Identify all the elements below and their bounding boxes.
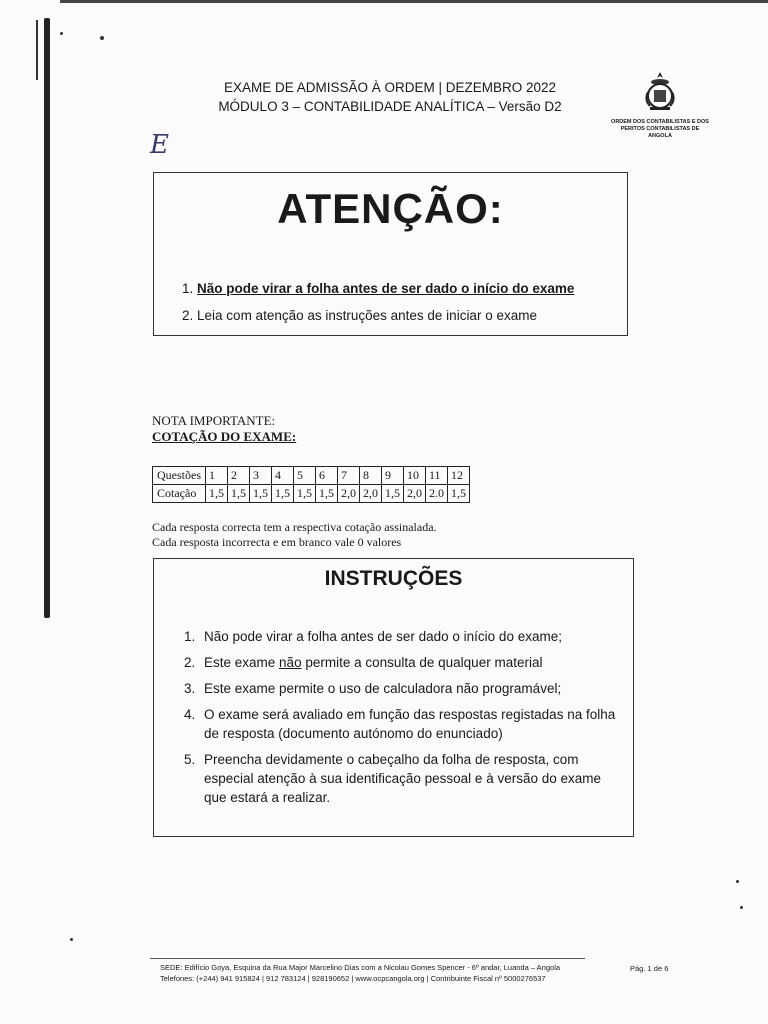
instructions-title: INSTRUÇÕES	[324, 567, 463, 590]
instruction-text	[204, 653, 616, 672]
instruction-number: 3.	[184, 681, 196, 696]
organization-logo	[610, 70, 710, 140]
table-cell: 1,5	[228, 485, 250, 503]
instruction-item	[184, 679, 616, 698]
table-cell: 1,5	[272, 485, 294, 503]
attention-item	[182, 275, 574, 302]
attention-item-number: 1.	[182, 281, 194, 296]
scoring-notes	[152, 520, 437, 550]
attention-item-text: Leia com atenção as instruções antes de iniciar o exame	[197, 308, 537, 323]
attention-title: ATENÇÃO:	[277, 185, 504, 232]
table-cell: 11	[426, 467, 448, 485]
instruction-text-part: Este exame	[204, 655, 280, 670]
table-cell: 2,0	[338, 485, 360, 503]
table-cell: 2,0	[404, 485, 426, 503]
scan-top-edge	[60, 0, 768, 3]
scan-dot	[60, 32, 63, 35]
attention-item-number: 2.	[182, 308, 194, 323]
footer	[160, 962, 560, 984]
table-cell: 1,5	[448, 485, 470, 503]
scan-dot	[736, 880, 739, 883]
table-cell: 1,5	[250, 485, 272, 503]
attention-list	[182, 275, 574, 329]
attention-box	[153, 172, 628, 336]
table-cell: 12	[448, 467, 470, 485]
handwritten-mark: E	[150, 130, 169, 160]
scoring-note: Cada resposta correcta tem a respectiva cotação assinalada.	[152, 520, 437, 534]
table-cell: 1	[206, 467, 228, 485]
table-cell: 2.0	[426, 485, 448, 503]
exam-header	[200, 78, 580, 116]
important-note	[152, 413, 296, 445]
table-cell: 9	[382, 467, 404, 485]
scan-dot	[740, 906, 743, 909]
instruction-item	[184, 653, 616, 672]
instruction-number: 2.	[184, 655, 196, 670]
instruction-number: 4.	[184, 707, 196, 722]
scan-mark	[36, 20, 38, 80]
table-cell: 3	[250, 467, 272, 485]
table-cell: 2	[228, 467, 250, 485]
table-cell: 1,5	[294, 485, 316, 503]
footer-divider	[150, 958, 585, 959]
instruction-text-underlined: não	[279, 655, 302, 670]
instruction-text: Não pode virar a folha antes de ser dado o início do exame;	[204, 629, 562, 644]
scan-dot	[100, 36, 104, 40]
exam-header-line2: MÓDULO 3 – CONTABILIDADE ANALÍTICA – Versão D2	[218, 99, 562, 114]
logo-caption: ORDEM DOS CONTABILISTAS E DOS PERITOS CONTABILISTAS DE ANGOLA	[611, 119, 709, 139]
table-cell: 2,0	[360, 485, 382, 503]
instruction-item	[184, 705, 616, 743]
note-title: NOTA IMPORTANTE:	[152, 413, 276, 428]
table-cell: 6	[316, 467, 338, 485]
instruction-number: 5.	[184, 752, 196, 767]
instructions-box	[153, 558, 634, 837]
instruction-text-part: permite a consulta de qualquer material	[301, 655, 543, 670]
table-cell: 1,5	[206, 485, 228, 503]
table-cell: 1,5	[316, 485, 338, 503]
table-row	[153, 485, 470, 503]
instruction-text: Este exame permite o uso de calculadora não programável;	[204, 681, 562, 696]
instruction-item	[184, 750, 616, 807]
scan-dot	[70, 938, 73, 941]
table-cell: 4	[272, 467, 294, 485]
scan-binding-line	[44, 18, 50, 618]
instruction-item	[184, 627, 616, 646]
attention-item	[182, 302, 574, 329]
table-cell: 8	[360, 467, 382, 485]
table-cell: 1,5	[382, 485, 404, 503]
attention-item-text: Não pode virar a folha antes de ser dado o início do exame	[197, 281, 575, 296]
score-table	[152, 466, 470, 503]
table-cell: 5	[294, 467, 316, 485]
exam-header-line1: EXAME DE ADMISSÃO À ORDEM | DEZEMBRO 2022	[223, 80, 557, 95]
page-number: Pág. 1 de 6	[630, 964, 669, 973]
table-cell: 10	[404, 467, 426, 485]
instruction-text: Preencha devidamente o cabeçalho da folha de resposta, com especial atenção à sua identificação pessoal e à versão do exame que estará a realizar.	[204, 752, 602, 805]
table-header-cell: Cotação	[153, 485, 206, 503]
instructions-list	[184, 627, 616, 814]
table-cell: 7	[338, 467, 360, 485]
note-subtitle: COTAÇÃO DO EXAME:	[152, 429, 297, 444]
scoring-note: Cada resposta incorrecta e em branco vale 0 valores	[152, 535, 402, 549]
instruction-number: 1.	[184, 629, 196, 644]
table-header-cell: Questões	[153, 467, 206, 485]
footer-address: SEDE: Edifício Goya, Esquina da Rua Major Marcelino Dias com a Nicolau Gomes Spencer - 6º andar, Luanda – Angola	[160, 963, 561, 972]
instruction-text: O exame será avaliado em função das respostas registadas na folha de resposta (documento autónomo do enunciado)	[204, 707, 616, 741]
emblem-icon	[640, 70, 680, 112]
footer-contacts: Telefones: (+244) 941 915824 | 912 783124 | 928190652 | www.ocpcangola.org | Contribuinte Fiscal nº 5000276537	[160, 974, 546, 983]
table-row	[153, 467, 470, 485]
